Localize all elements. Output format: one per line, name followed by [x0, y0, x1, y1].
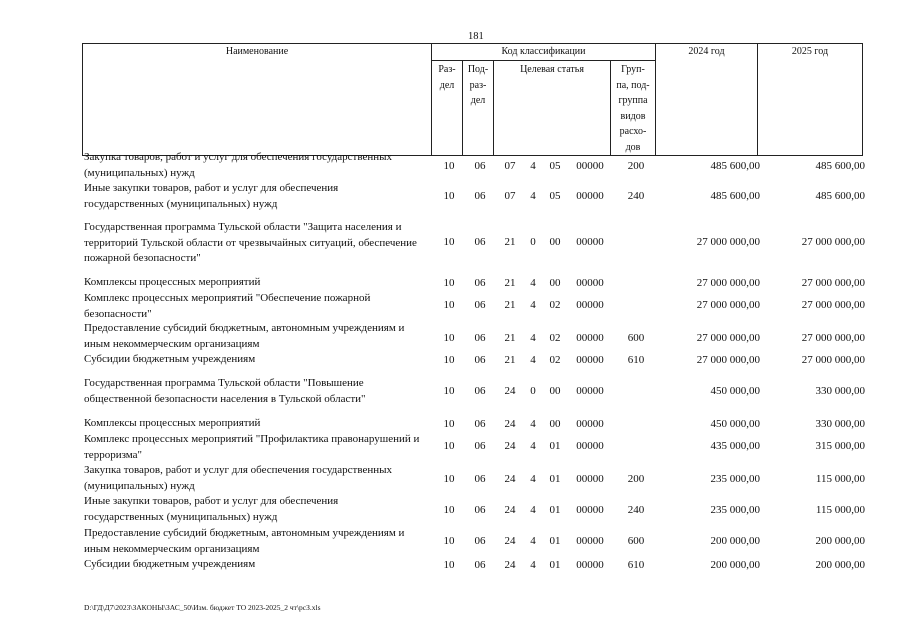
- page-number: 181: [468, 31, 484, 42]
- row-amount-2024: 485 600,00: [710, 190, 760, 202]
- row-podrazdel: 06: [474, 559, 486, 571]
- row-target-program: 24: [504, 440, 516, 452]
- row-podrazdel: 06: [474, 277, 486, 289]
- row-name: Комплекс процессных мероприятий "Обеспечение пожарной безопасности": [84, 292, 371, 320]
- row-target-sub: 01: [549, 535, 561, 547]
- row-target-program: 24: [504, 385, 516, 397]
- row-razdel: 10: [443, 535, 455, 547]
- row-podrazdel: 06: [474, 385, 486, 397]
- row-target-program: 21: [504, 354, 516, 366]
- row-podrazdel: 06: [474, 504, 486, 516]
- row-razdel: 10: [443, 354, 455, 366]
- row-razdel: 10: [443, 504, 455, 516]
- row-target-program: 21: [504, 236, 516, 248]
- row-podrazdel: 06: [474, 160, 486, 172]
- row-target-program: 07: [504, 160, 516, 172]
- row-target-program: 24: [504, 418, 516, 430]
- row-podrazdel: 06: [474, 354, 486, 366]
- row-amount-2025: 27 000 000,00: [801, 299, 865, 311]
- table-header: [82, 43, 863, 156]
- row-target-type: 4: [530, 418, 536, 430]
- row-amount-2025: 330 000,00: [815, 418, 865, 430]
- row-amount-2025: 27 000 000,00: [801, 332, 865, 344]
- row-razdel: 10: [443, 473, 455, 485]
- row-name: Комплекс процессных мероприятий "Профилактика правонарушений и терроризма": [84, 433, 420, 461]
- row-name: Субсидии бюджетным учреждениям: [84, 558, 256, 570]
- row-target-type: 4: [530, 473, 536, 485]
- row-amount-2025: 115 000,00: [815, 504, 865, 516]
- row-target-sub: 02: [549, 299, 561, 311]
- row-razdel: 10: [443, 236, 455, 248]
- row-target-program: 24: [504, 473, 516, 485]
- row-amount-2024: 485 600,00: [710, 160, 760, 172]
- row-name: Государственная программа Тульской области "Повышение общественной безопасности населения в Тульской области": [84, 377, 366, 405]
- row-amount-2024: 235 000,00: [710, 504, 760, 516]
- row-amount-2025: 315 000,00: [815, 440, 865, 452]
- row-target-sub: 02: [549, 354, 561, 366]
- row-target-program: 21: [504, 277, 516, 289]
- row-amount-2025: 330 000,00: [815, 385, 865, 397]
- row-target-type: 4: [530, 160, 536, 172]
- row-podrazdel: 06: [474, 332, 486, 344]
- row-target-type: 0: [530, 385, 536, 397]
- row-target-type: 0: [530, 236, 536, 248]
- row-target-code: 00000: [576, 236, 604, 248]
- row-amount-2024: 27 000 000,00: [696, 277, 760, 289]
- row-name: Комплексы процессных мероприятий: [84, 417, 261, 429]
- row-group: 240: [627, 504, 645, 516]
- row-target-type: 4: [530, 277, 536, 289]
- row-amount-2024: 235 000,00: [710, 473, 760, 485]
- row-target-type: 4: [530, 559, 536, 571]
- row-group: 600: [627, 535, 645, 547]
- row-group: 610: [627, 354, 645, 366]
- row-razdel: 10: [443, 418, 455, 430]
- row-razdel: 10: [443, 332, 455, 344]
- row-target-sub: 00: [549, 418, 561, 430]
- row-target-sub: 00: [549, 277, 561, 289]
- row-name: Закупка товаров, работ и услуг для обеспечения государственных (муниципальных) нужд: [84, 464, 393, 492]
- header-code: Код классификации: [432, 44, 656, 61]
- row-target-program: 24: [504, 559, 516, 571]
- row-name: Государственная программа Тульской области "Защита населения и территорий Тульской области от чрезвычайных ситуаций, обеспечение пожарной безопасности": [84, 221, 417, 264]
- row-target-type: 4: [530, 299, 536, 311]
- row-group: 610: [627, 559, 645, 571]
- row-amount-2024: 27 000 000,00: [696, 299, 760, 311]
- row-amount-2024: 435 000,00: [710, 440, 760, 452]
- header-razdel: Раз- дел: [432, 61, 463, 156]
- row-target-sub: 00: [549, 236, 561, 248]
- row-amount-2025: 485 600,00: [815, 190, 865, 202]
- header-year-2024: 2024 год: [656, 44, 758, 156]
- row-amount-2025: 115 000,00: [815, 473, 865, 485]
- row-amount-2025: 200 000,00: [815, 559, 865, 571]
- row-amount-2024: 27 000 000,00: [696, 332, 760, 344]
- row-name: Предоставление субсидий бюджетным, автономным учреждениям и иным некоммерческим организациям: [84, 527, 405, 555]
- row-razdel: 10: [443, 277, 455, 289]
- header-group: Груп- па, под- группа видов расхо- дов: [611, 61, 656, 156]
- row-name: Иные закупки товаров, работ и услуг для обеспечения государственных (муниципальных) нужд: [84, 495, 339, 523]
- row-target-program: 21: [504, 299, 516, 311]
- row-target-type: 4: [530, 332, 536, 344]
- row-name: Иные закупки товаров, работ и услуг для обеспечения государственных (муниципальных) нужд: [84, 182, 339, 210]
- row-target-type: 4: [530, 440, 536, 452]
- row-podrazdel: 06: [474, 418, 486, 430]
- row-amount-2025: 27 000 000,00: [801, 236, 865, 248]
- row-target-code: 00000: [576, 354, 604, 366]
- row-amount-2024: 450 000,00: [710, 385, 760, 397]
- row-target-code: 00000: [576, 559, 604, 571]
- row-target-code: 00000: [576, 160, 604, 172]
- row-target-program: 21: [504, 332, 516, 344]
- row-target-code: 00000: [576, 504, 604, 516]
- row-razdel: 10: [443, 160, 455, 172]
- row-group: 200: [627, 160, 645, 172]
- row-podrazdel: 06: [474, 190, 486, 202]
- row-razdel: 10: [443, 190, 455, 202]
- row-name: Закупка товаров, работ и услуг для обеспечения государственных (муниципальных) нужд: [84, 151, 393, 179]
- row-amount-2025: 27 000 000,00: [801, 354, 865, 366]
- row-amount-2024: 200 000,00: [710, 559, 760, 571]
- row-amount-2024: 27 000 000,00: [696, 236, 760, 248]
- row-target-program: 07: [504, 190, 516, 202]
- row-name: Комплексы процессных мероприятий: [84, 276, 261, 288]
- row-target-sub: 05: [549, 160, 561, 172]
- row-podrazdel: 06: [474, 299, 486, 311]
- row-target-sub: 05: [549, 190, 561, 202]
- row-razdel: 10: [443, 559, 455, 571]
- row-group: 200: [627, 473, 645, 485]
- row-podrazdel: 06: [474, 535, 486, 547]
- row-group: 600: [627, 332, 645, 344]
- row-target-type: 4: [530, 354, 536, 366]
- row-podrazdel: 06: [474, 236, 486, 248]
- row-target-sub: 01: [549, 440, 561, 452]
- row-name: Предоставление субсидий бюджетным, автономным учреждениям и иным некоммерческим организациям: [84, 322, 405, 350]
- row-podrazdel: 06: [474, 440, 486, 452]
- row-amount-2024: 200 000,00: [710, 535, 760, 547]
- row-target-sub: 02: [549, 332, 561, 344]
- row-target-sub: 01: [549, 504, 561, 516]
- row-amount-2024: 450 000,00: [710, 418, 760, 430]
- header-year-2025: 2025 год: [758, 44, 863, 156]
- row-target-code: 00000: [576, 277, 604, 289]
- row-group: 240: [627, 190, 645, 202]
- row-amount-2025: 27 000 000,00: [801, 277, 865, 289]
- row-target-code: 00000: [576, 535, 604, 547]
- header-podrazdel: Под- раз- дел: [463, 61, 494, 156]
- row-amount-2024: 27 000 000,00: [696, 354, 760, 366]
- row-target-code: 00000: [576, 418, 604, 430]
- row-target-type: 4: [530, 535, 536, 547]
- row-target-code: 00000: [576, 473, 604, 485]
- row-target-code: 00000: [576, 190, 604, 202]
- row-target-code: 00000: [576, 440, 604, 452]
- row-razdel: 10: [443, 299, 455, 311]
- footer-file-path: D:\ГД\Д7\2023\ЗАКОНЫ\ЗАС_50\Изм. бюджет ТО 2023-2025_2 чт\рсЗ.xls: [84, 603, 321, 612]
- row-razdel: 10: [443, 440, 455, 452]
- row-target-sub: 00: [549, 385, 561, 397]
- row-target-code: 00000: [576, 332, 604, 344]
- header-name: Наименование: [83, 44, 432, 156]
- row-target-sub: 01: [549, 559, 561, 571]
- row-amount-2025: 485 600,00: [815, 160, 865, 172]
- row-target-code: 00000: [576, 299, 604, 311]
- header-target: Целевая статья: [494, 61, 611, 156]
- row-target-code: 00000: [576, 385, 604, 397]
- row-target-type: 4: [530, 190, 536, 202]
- row-podrazdel: 06: [474, 473, 486, 485]
- row-name: Субсидии бюджетным учреждениям: [84, 353, 256, 365]
- row-target-type: 4: [530, 504, 536, 516]
- row-target-program: 24: [504, 504, 516, 516]
- row-target-sub: 01: [549, 473, 561, 485]
- row-razdel: 10: [443, 385, 455, 397]
- row-target-program: 24: [504, 535, 516, 547]
- row-amount-2025: 200 000,00: [815, 535, 865, 547]
